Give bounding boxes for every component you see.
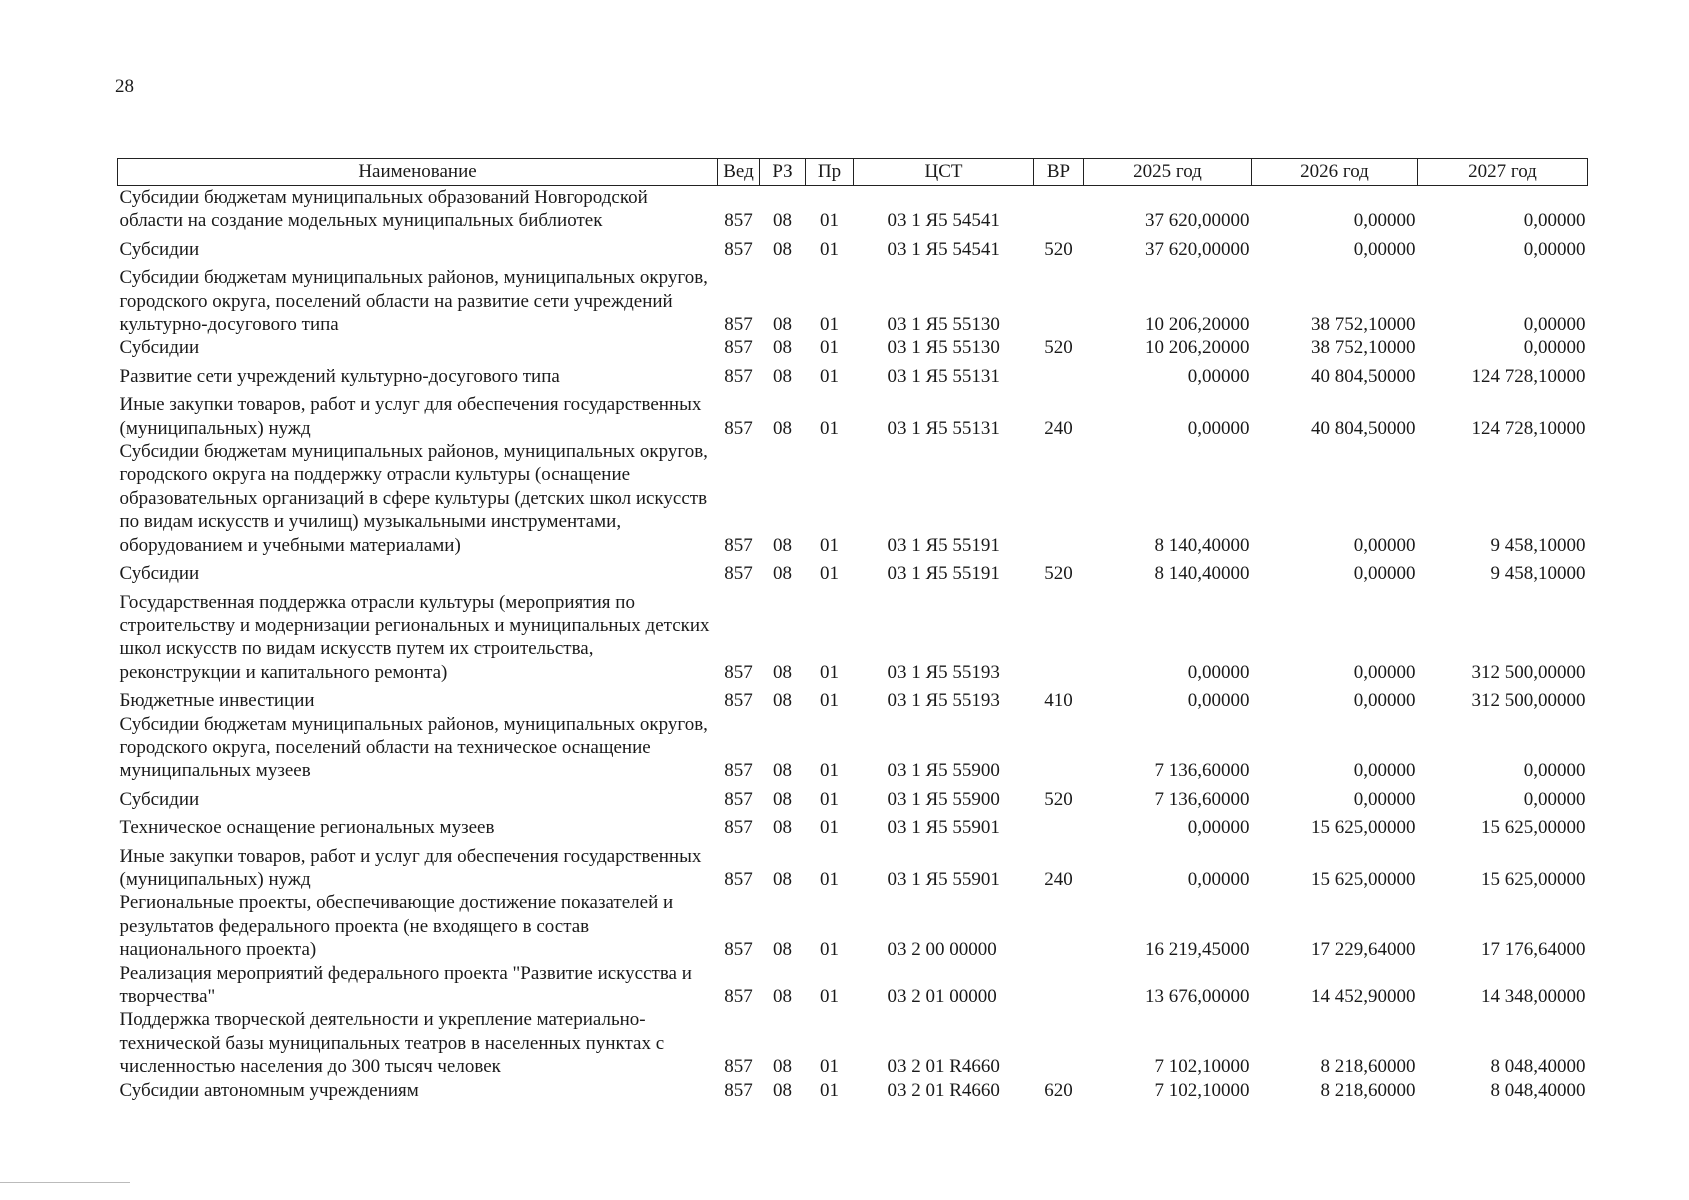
row-2025: 10 206,20000	[1145, 314, 1250, 336]
row-2025: 8 140,40000	[1154, 563, 1250, 585]
header-name: Наименование	[118, 159, 718, 186]
row-2026: 8 218,60000	[1320, 1056, 1416, 1078]
row-cst: 03 1 Я5 55193	[887, 661, 1000, 683]
table-row	[118, 393, 1588, 440]
row-2026: 40 804,50000	[1311, 365, 1416, 387]
row-2027: 124 728,10000	[1471, 365, 1586, 387]
row-ved: 857	[724, 417, 753, 439]
table-body	[118, 186, 1588, 1108]
row-cst: 03 1 Я5 55191	[887, 534, 1000, 556]
row-pr: 01	[820, 337, 839, 359]
row-2025: 7 102,10000	[1154, 1056, 1250, 1078]
row-2027: 312 500,00000	[1471, 690, 1586, 712]
row-2025: 0,00000	[1187, 365, 1250, 387]
row-cst: 03 2 01 R4660	[887, 1079, 1000, 1101]
row-rz: 08	[773, 939, 792, 961]
row-2026: 15 625,00000	[1311, 868, 1416, 890]
row-rz: 08	[773, 314, 792, 336]
row-name: Реализация мероприятий федерального проекта "Развитие искусства и творчества"	[119, 962, 692, 1007]
table-row	[118, 816, 1588, 844]
row-cst: 03 1 Я5 55193	[887, 690, 1000, 712]
row-ved: 857	[724, 534, 753, 556]
row-name: Субсидии бюджетам муниципальных районов, муниципальных округов, городского округа, поселений области на развитие сети учреждений культурно-досугового типа	[119, 267, 708, 336]
row-cst: 03 1 Я5 55900	[887, 760, 1000, 782]
row-ved: 857	[724, 760, 753, 782]
table-row	[118, 365, 1588, 393]
row-vr	[1034, 591, 1084, 690]
row-vr	[1034, 1008, 1084, 1078]
row-ved: 857	[724, 690, 753, 712]
row-vr	[1034, 891, 1084, 961]
row-2027: 17 176,64000	[1481, 939, 1586, 961]
row-cst: 03 1 Я5 55901	[887, 817, 1000, 839]
budget-table	[117, 158, 1588, 1107]
row-ved: 857	[724, 1056, 753, 1078]
row-rz: 08	[773, 563, 792, 585]
row-vr: 410	[1044, 690, 1073, 712]
row-pr: 01	[820, 986, 839, 1007]
row-cst: 03 1 Я5 55131	[887, 417, 1000, 439]
row-2026: 0,00000	[1353, 788, 1416, 810]
header-2027: 2027 год	[1418, 159, 1588, 186]
table-row	[118, 186, 1588, 238]
row-cst: 03 1 Я5 55130	[887, 314, 1000, 336]
table-row	[118, 891, 1588, 961]
row-2025: 37 620,00000	[1145, 210, 1250, 232]
table-row	[118, 562, 1588, 590]
row-name: Субсидии	[119, 563, 200, 585]
row-ved: 857	[724, 210, 753, 232]
row-name: Бюджетные инвестиции	[119, 690, 315, 712]
header-cst: ЦСТ	[854, 159, 1034, 186]
row-rz: 08	[773, 817, 792, 839]
row-2025: 16 219,45000	[1145, 939, 1250, 961]
row-vr: 240	[1044, 868, 1073, 890]
row-2026: 0,00000	[1353, 238, 1416, 260]
row-cst: 03 1 Я5 54541	[887, 210, 1000, 232]
header-vr: ВР	[1034, 159, 1084, 186]
row-2026: 40 804,50000	[1311, 417, 1416, 439]
row-rz: 08	[773, 417, 792, 439]
row-pr: 01	[820, 563, 839, 585]
row-2027: 0,00000	[1523, 314, 1586, 336]
row-name: Техническое оснащение региональных музеев	[119, 817, 495, 839]
header-rz: РЗ	[760, 159, 806, 186]
row-pr: 01	[820, 210, 839, 232]
row-rz: 08	[773, 760, 792, 782]
row-rz: 08	[773, 238, 792, 260]
row-2026: 0,00000	[1353, 534, 1416, 556]
row-2027: 15 625,00000	[1481, 817, 1586, 839]
table-row	[118, 962, 1588, 1009]
row-pr: 01	[820, 788, 839, 810]
row-pr: 01	[820, 238, 839, 260]
row-ved: 857	[724, 788, 753, 810]
row-2026: 38 752,10000	[1311, 314, 1416, 336]
row-rz: 08	[773, 365, 792, 387]
row-cst: 03 1 Я5 55130	[887, 337, 1000, 359]
row-pr: 01	[820, 417, 839, 439]
row-rz: 08	[773, 1079, 792, 1101]
row-rz: 08	[773, 868, 792, 890]
row-name: Иные закупки товаров, работ и услуг для обеспечения государственных (муниципальных) нужд	[119, 845, 702, 890]
row-2027: 8 048,40000	[1490, 1079, 1586, 1101]
row-ved: 857	[724, 939, 753, 961]
row-vr: 520	[1044, 788, 1073, 810]
row-cst: 03 1 Я5 54541	[887, 238, 1000, 260]
row-rz: 08	[773, 788, 792, 810]
row-ved: 857	[724, 563, 753, 585]
table-row	[118, 336, 1588, 364]
row-vr	[1034, 186, 1084, 238]
row-2025: 13 676,00000	[1145, 986, 1250, 1007]
row-name: Субсидии бюджетам муниципальных образований Новгородской области на создание модельных муниципальных библиотек	[119, 187, 648, 232]
row-2027: 124 728,10000	[1471, 417, 1586, 439]
row-2027: 0,00000	[1523, 760, 1586, 782]
row-pr: 01	[820, 690, 839, 712]
row-2026: 0,00000	[1353, 690, 1416, 712]
row-vr	[1034, 266, 1084, 336]
row-2027: 312 500,00000	[1471, 661, 1586, 683]
table-row	[118, 788, 1588, 816]
header-pr: Пр	[806, 159, 854, 186]
row-ved: 857	[724, 986, 753, 1007]
row-2026: 17 229,64000	[1311, 939, 1416, 961]
table-header-row	[118, 159, 1588, 186]
row-2026: 38 752,10000	[1311, 337, 1416, 359]
row-rz: 08	[773, 337, 792, 359]
row-pr: 01	[820, 817, 839, 839]
row-name: Субсидии бюджетам муниципальных районов, муниципальных округов, городского округа, поселений области на техническое оснащение муниципальных музеев	[119, 713, 708, 782]
row-vr: 520	[1044, 238, 1073, 260]
table-row	[118, 713, 1588, 788]
row-ved: 857	[724, 314, 753, 336]
row-vr	[1034, 962, 1084, 1009]
row-vr	[1034, 365, 1084, 393]
row-name: Субсидии	[119, 238, 200, 260]
table-row	[118, 1008, 1588, 1078]
row-rz: 08	[773, 986, 792, 1007]
row-2026: 0,00000	[1353, 760, 1416, 782]
row-2025: 0,00000	[1187, 661, 1250, 683]
row-vr: 240	[1044, 417, 1073, 439]
row-vr	[1034, 440, 1084, 562]
row-2027: 8 048,40000	[1490, 1056, 1586, 1078]
row-2025: 10 206,20000	[1145, 337, 1250, 359]
table-row	[118, 591, 1588, 690]
row-vr	[1034, 816, 1084, 844]
row-2026: 8 218,60000	[1320, 1079, 1416, 1101]
row-2026: 0,00000	[1353, 210, 1416, 232]
header-ved: Вед	[718, 159, 760, 186]
row-2025: 7 136,60000	[1154, 788, 1250, 810]
row-2026: 15 625,00000	[1311, 817, 1416, 839]
row-rz: 08	[773, 534, 792, 556]
row-2027: 9 458,10000	[1490, 534, 1586, 556]
row-cst: 03 1 Я5 55191	[887, 563, 1000, 585]
row-2026: 0,00000	[1353, 661, 1416, 683]
budget-table-container	[117, 158, 1587, 1107]
row-pr: 01	[820, 1079, 839, 1101]
row-cst: 03 2 01 00000	[887, 986, 997, 1007]
row-2026: 0,00000	[1353, 563, 1416, 585]
row-2027: 0,00000	[1523, 238, 1586, 260]
row-2025: 0,00000	[1187, 690, 1250, 712]
row-pr: 01	[820, 661, 839, 683]
row-name: Субсидии	[119, 788, 200, 810]
row-pr: 01	[820, 365, 839, 387]
row-name: Иные закупки товаров, работ и услуг для обеспечения государственных (муниципальных) нужд	[119, 394, 702, 439]
row-2027: 0,00000	[1523, 788, 1586, 810]
row-vr: 620	[1044, 1079, 1073, 1101]
row-ved: 857	[724, 365, 753, 387]
row-ved: 857	[724, 661, 753, 683]
table-row	[118, 238, 1588, 266]
row-pr: 01	[820, 939, 839, 961]
row-2027: 15 625,00000	[1481, 868, 1586, 890]
row-cst: 03 1 Я5 55900	[887, 788, 1000, 810]
row-name: Поддержка творческой деятельности и укрепление материально-технической базы муниципальных театров в населенных пунктах с численностью населения до 300 тысяч человек	[119, 1009, 665, 1078]
row-ved: 857	[724, 1079, 753, 1101]
table-row	[118, 266, 1588, 336]
row-2025: 8 140,40000	[1154, 534, 1250, 556]
row-name: Государственная поддержка отрасли культуры (мероприятия по строительству и модернизации региональных и муниципальных детских школ искусств по видам искусств путем их строительства, реконструкции и капитального ремонта)	[119, 591, 710, 683]
row-2027: 9 458,10000	[1490, 563, 1586, 585]
row-cst: 03 1 Я5 55901	[887, 868, 1000, 890]
table-row	[118, 845, 1588, 892]
row-2025: 7 136,60000	[1154, 760, 1250, 782]
row-pr: 01	[820, 868, 839, 890]
row-rz: 08	[773, 1056, 792, 1078]
row-rz: 08	[773, 690, 792, 712]
row-ved: 857	[724, 238, 753, 260]
row-cst: 03 1 Я5 55131	[887, 365, 1000, 387]
row-2027: 0,00000	[1523, 337, 1586, 359]
row-name: Субсидии бюджетам муниципальных районов, муниципальных округов, городского округа на поддержку отрасли культуры (оснащение образовательных организаций в сфере культуры (детских школ искусств по видам искусств и училищ) музыкальными инструментами, оборудованием и учебными материалами)	[119, 441, 708, 556]
row-ved: 857	[724, 868, 753, 890]
row-vr: 520	[1044, 563, 1073, 585]
row-pr: 01	[820, 760, 839, 782]
row-pr: 01	[820, 534, 839, 556]
row-name: Региональные проекты, обеспечивающие достижение показателей и результатов федерального проекта (не входящего в состав национального проекта)	[119, 892, 674, 961]
row-pr: 01	[820, 1056, 839, 1078]
row-rz: 08	[773, 210, 792, 232]
row-ved: 857	[724, 817, 753, 839]
row-vr	[1034, 713, 1084, 788]
table-row	[118, 1079, 1588, 1107]
row-ved: 857	[724, 337, 753, 359]
row-2025: 0,00000	[1187, 417, 1250, 439]
row-2025: 7 102,10000	[1154, 1079, 1250, 1101]
table-row	[118, 689, 1588, 712]
row-2027: 0,00000	[1523, 210, 1586, 232]
row-2026: 14 452,90000	[1311, 986, 1416, 1007]
row-cst: 03 2 00 00000	[887, 939, 997, 961]
row-2025: 0,00000	[1187, 868, 1250, 890]
row-2027: 14 348,00000	[1481, 986, 1586, 1007]
row-name: Субсидии автономным учреждениям	[119, 1079, 419, 1101]
row-vr: 520	[1044, 337, 1073, 359]
header-2026: 2026 год	[1252, 159, 1418, 186]
row-name: Субсидии	[119, 337, 200, 359]
row-name: Развитие сети учреждений культурно-досугового типа	[119, 365, 560, 387]
scan-artifact-line	[0, 1182, 130, 1183]
row-2025: 0,00000	[1187, 817, 1250, 839]
row-rz: 08	[773, 661, 792, 683]
header-2025: 2025 год	[1084, 159, 1252, 186]
row-cst: 03 2 01 R4660	[887, 1056, 1000, 1078]
row-pr: 01	[820, 314, 839, 336]
page-number: 28	[115, 76, 134, 97]
table-row	[118, 440, 1588, 562]
row-2025: 37 620,00000	[1145, 238, 1250, 260]
